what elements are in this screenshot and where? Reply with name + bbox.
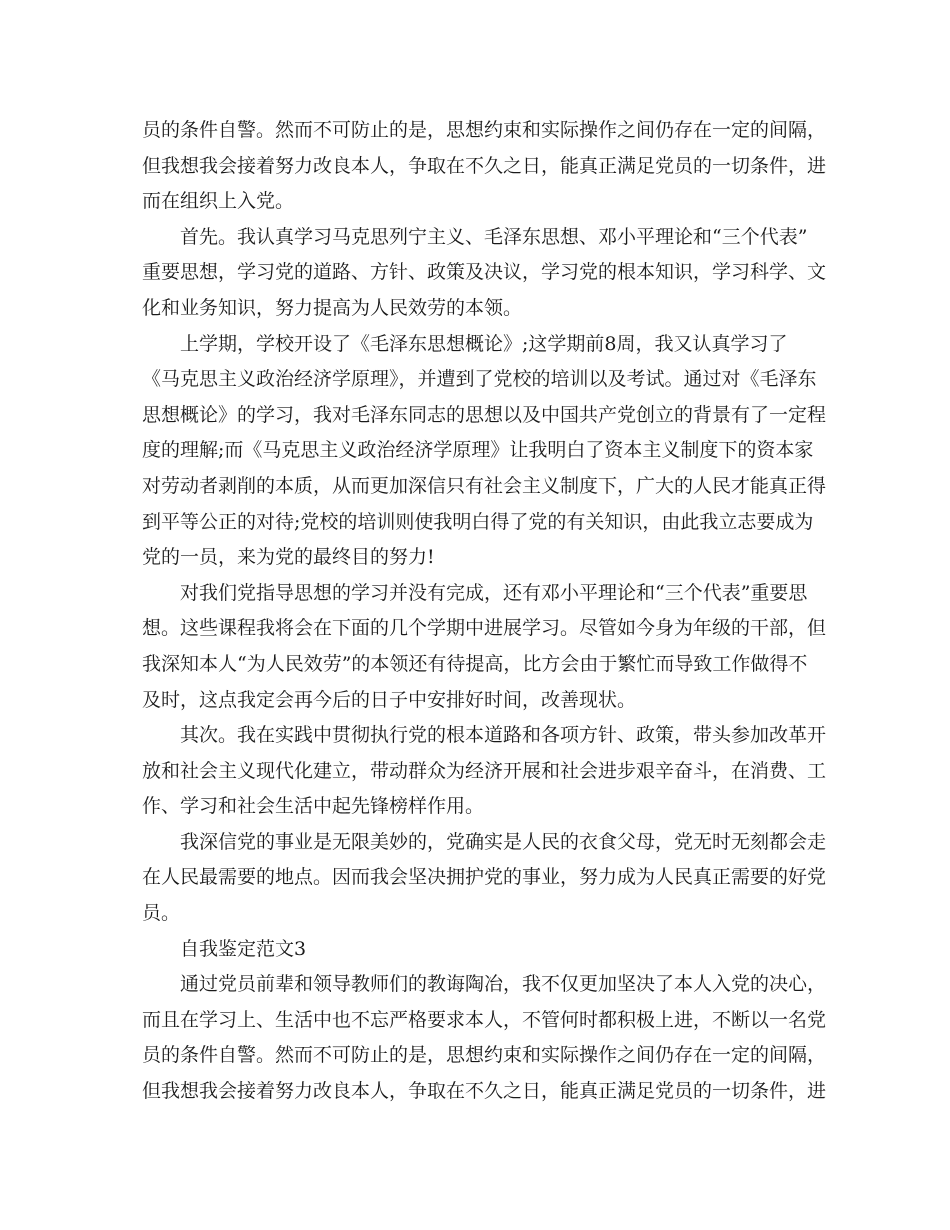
text-line: 重要思想，学习党的道路、方针、政策及决议，学习党的根本知识，学习科学、文: [142, 261, 827, 284]
section-heading: 自我鉴定范文3: [142, 937, 307, 960]
text-line: 化和业务知识，努力提高为人民效劳的本领。: [142, 296, 523, 319]
text-line: 但我想我会接着努力改良本人，争取在不久之日，能真正满足党员的一切条件，进: [142, 1080, 827, 1103]
text-line: 员的条件自警。然而不可防止的是，思想约束和实际操作之间仍存在一定的间隔，: [142, 119, 827, 141]
text-line: 思想概论》的学习，我对毛泽东同志的思想以及中国共产党创立的背景有了一定程: [142, 403, 827, 426]
text-line: 但我想我会接着努力改良本人，争取在不久之日，能真正满足党员的一切条件，进: [142, 154, 827, 177]
text-line: 通过党员前辈和领导教师们的教诲陶冶，我不仅更加坚决了本人入党的决心，: [142, 973, 827, 996]
text-line: 员。: [142, 902, 181, 925]
text-line: 我深知本人“为人民效劳”的本领还有待提高，比方会由于繁忙而导致工作做得不: [142, 652, 808, 675]
text-line: 想。这些课程我将会在下面的几个学期中进展学习。尽管如今身为年级的干部，但: [142, 617, 827, 640]
text-line: 而在组织上入党。: [142, 190, 295, 213]
text-line: 其次。我在实践中贯彻执行党的根本道路和各项方针、政策，带头参加改革开: [142, 724, 827, 747]
text-line: 员的条件自警。然而不可防止的是，思想约束和实际操作之间仍存在一定的间隔，: [142, 1044, 827, 1067]
text-line: 作、学习和社会生活中起先锋榜样作用。: [142, 795, 485, 818]
text-line: 放和社会主义现代化建立，带动群众为经济开展和社会进步艰辛奋斗，在消费、工: [142, 759, 827, 782]
text-line: 度的理解;而《马克思主义政治经济学原理》让我明白了资本主义制度下的资本家: [142, 439, 814, 462]
text-line: 首先。我认真学习马克思列宁主义、毛泽东思想、邓小平理论和“三个代表”: [142, 225, 808, 248]
text-line: 我深信党的事业是无限美妙的，党确实是人民的衣食父母，党无时无刻都会走: [142, 830, 827, 853]
text-line: 《马克思主义政治经济学原理》，并遭到了党校的培训以及考试。通过对《毛泽东: [142, 368, 817, 391]
text-line: 而且在学习上、生活中也不忘严格要求本人，不管何时都积极上进，不断以一名党: [142, 1008, 827, 1031]
text-line: 对劳动者剥削的本质，从而更加深信只有社会主义制度下，广大的人民才能真正得: [142, 474, 827, 497]
text-line: 在人民最需要的地点。因而我会坚决拥护党的事业，努力成为人民真正需要的好党: [142, 866, 827, 889]
text-line: 上学期，学校开设了《毛泽东思想概论》;这学期前8周，我又认真学习了: [142, 332, 788, 355]
text-line: 及时，这点我定会再今后的日子中安排好时间，改善现状。: [142, 688, 637, 711]
text-line: 党的一员，来为党的最终目的努力!: [142, 546, 435, 569]
text-line: 到平等公正的对待;党校的培训则使我明白得了党的有关知识，由此我立志要成为: [142, 510, 814, 533]
document-body: [142, 113, 827, 1110]
text-line: 对我们党指导思想的学习并没有完成，还有邓小平理论和“三个代表”重要思: [142, 581, 808, 604]
